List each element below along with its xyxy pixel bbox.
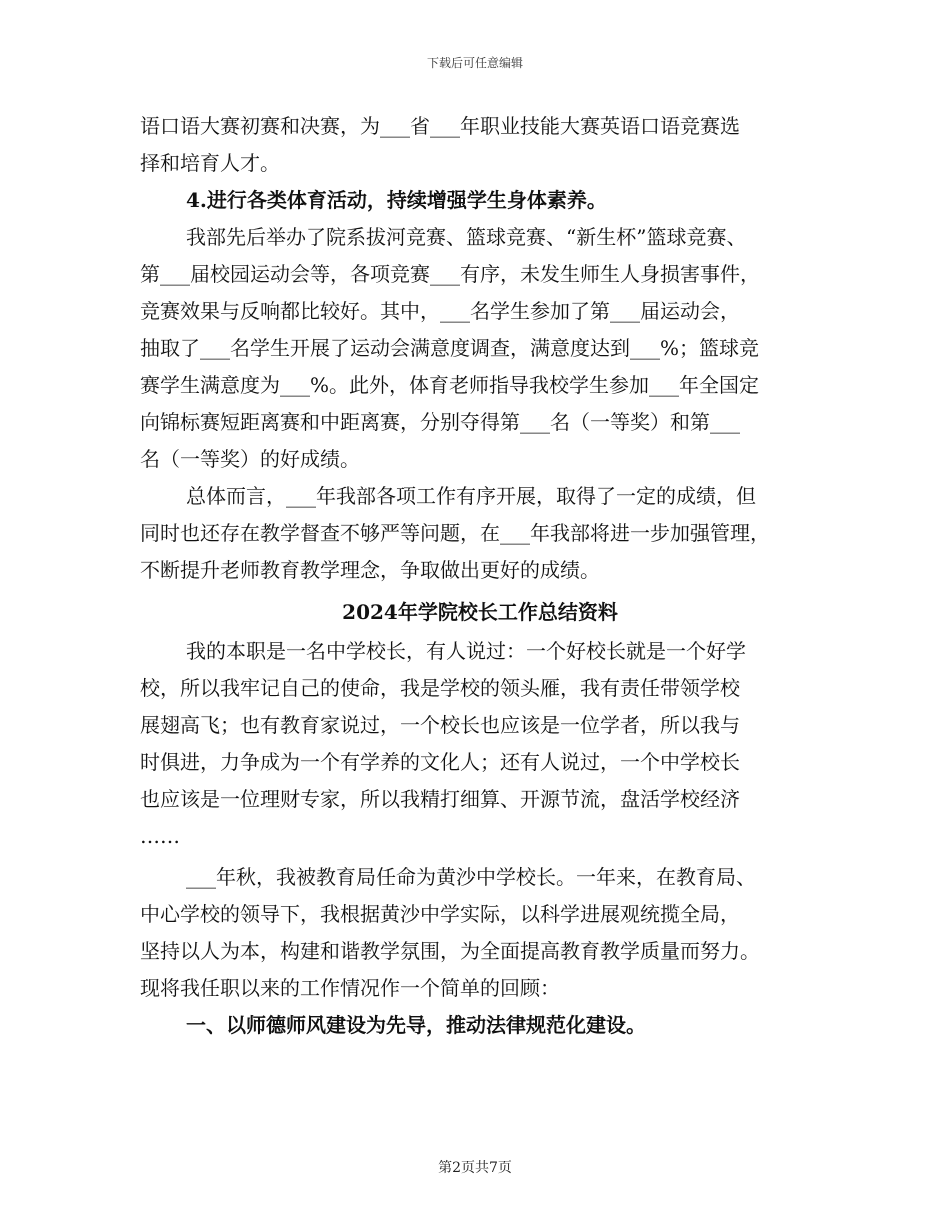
- paragraph-line: 赛学生满意度为___%。此外，体育老师指导我校学生参加___年全国定: [140, 373, 760, 397]
- paragraph-line: 竞赛效果与反响都比较好。其中，___名学生参加了第___届运动会，: [140, 299, 740, 323]
- paragraph-line: 展翅高飞；也有教育家说过，一个校长也应该是一位学者，所以我与: [140, 713, 740, 737]
- page-header-note: 下载后可任意编辑: [426, 56, 523, 70]
- paragraph-line: 择和培育人才。: [140, 151, 280, 175]
- paragraph-line: 现将我任职以来的工作情况作一个简单的回顾：: [140, 976, 560, 1000]
- paragraph-line: 语口语大赛初赛和决赛，为___省___年职业技能大赛英语口语竞赛选: [140, 114, 740, 138]
- paragraph-line: 我部先后举办了院系拔河竞赛、篮球竞赛、“新生杯”篮球竞赛、: [186, 225, 747, 249]
- paragraph-line: 时俱进，力争成为一个有学养的文化人；还有人说过，一个中学校长: [140, 750, 740, 774]
- paragraph-line: 总体而言，___年我部各项工作有序开展，取得了一定的成绩，但: [186, 484, 756, 508]
- paragraph-line: 中心学校的领导下，我根据黄沙中学实际，以科学进展观统揽全局，: [140, 902, 740, 926]
- paragraph-line: 我的本职是一名中学校长，有人说过：一个好校长就是一个好学: [186, 639, 746, 663]
- paragraph-line: 抽取了___名学生开展了运动会满意度调查，满意度达到___%；篮球竞: [140, 336, 760, 360]
- paragraph-line: 向锦标赛短距离赛和中距离赛，分别夺得第___名（一等奖）和第___: [140, 410, 740, 434]
- paragraph-line: 第___届校园运动会等，各项竞赛___有序，未发生师生人身损害事件，: [140, 262, 760, 286]
- paragraph-line: 坚持以人为本，构建和谐教学氛围，为全面提高教育教学质量而努力。: [140, 939, 760, 963]
- paragraph-line: ___年秋，我被教育局任命为黄沙中学校长。一年来，在教育局、: [186, 865, 756, 889]
- document-title: 2024年学院校长工作总结资料: [342, 600, 618, 624]
- paragraph-line: 名（一等奖）的好成绩。: [140, 447, 360, 471]
- paragraph-line: 同时也还存在教学督查不够严等问题，在___年我部将进一步加强管理，: [140, 521, 770, 545]
- paragraph-line: 校，所以我牢记自己的使命，我是学校的领头雁，我有责任带领学校: [140, 676, 740, 700]
- section-heading: 4.进行各类体育活动，持续增强学生身体素养。: [186, 188, 607, 212]
- document-body: [140, 108, 820, 1044]
- paragraph-line: ……: [140, 824, 180, 848]
- paragraph-line: 也应该是一位理财专家，所以我精打细算、开源节流，盘活学校经济: [140, 787, 740, 811]
- paragraph-line: 不断提升老师教育教学理念，争取做出更好的成绩。: [140, 558, 600, 582]
- page-number: 第2页共7页: [438, 1160, 512, 1176]
- section-heading: 一、以师德师风建设为先导，推动法律规范化建设。: [186, 1013, 646, 1037]
